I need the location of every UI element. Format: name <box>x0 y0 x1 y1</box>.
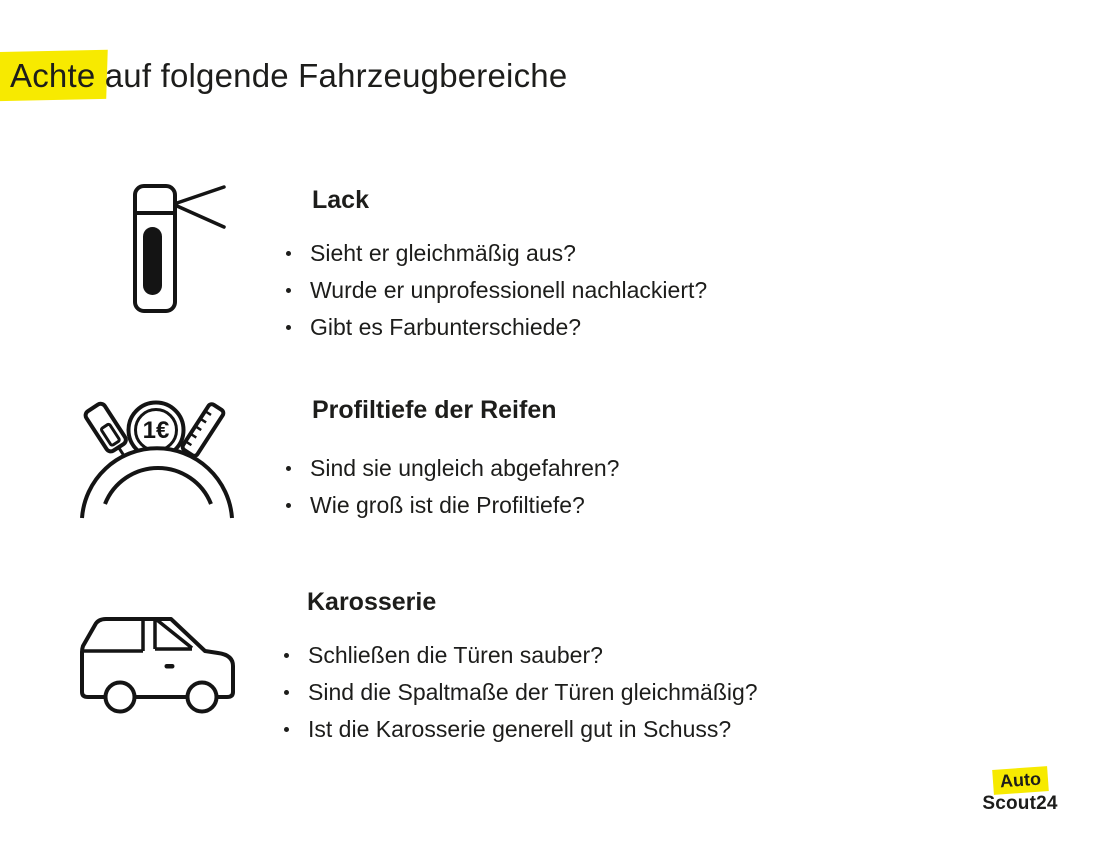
bullet-text: Wie groß ist die Profiltiefe? <box>310 492 585 518</box>
logo-auto-text: Auto <box>998 768 1042 792</box>
bullet-dot <box>286 466 291 471</box>
logo-yellow-box <box>992 766 1049 795</box>
bullet-text: Gibt es Farbunterschiede? <box>310 314 582 340</box>
bullet-text: Sind sie ungleich abgefahren? <box>310 455 620 481</box>
bullet-text: Wurde er unprofessionell nachlackiert? <box>310 277 708 303</box>
list-item <box>281 711 758 748</box>
list-item <box>283 235 707 272</box>
bullet-text: Sieht er gleichmäßig aus? <box>310 240 576 266</box>
bullet-text: Ist die Karosserie generell gut in Schuss? <box>308 716 732 742</box>
list-item <box>283 272 707 309</box>
coin-label: 1€ <box>142 417 170 444</box>
bullet-list-karosserie <box>281 637 758 748</box>
list-item <box>283 487 619 524</box>
section-heading-karosserie: Karosserie <box>307 588 437 616</box>
logo-scout24-text: Scout24 <box>982 793 1058 814</box>
page-title: Achte auf folgende Fahrzeugbereiche <box>10 57 568 94</box>
bullet-text: Schließen die Türen sauber? <box>308 642 603 668</box>
list-item <box>281 674 758 711</box>
bullet-text: Sind die Spaltmaße der Türen gleichmäßig? <box>308 679 758 705</box>
list-item <box>283 450 619 487</box>
bullet-dot <box>286 251 291 256</box>
bullet-dot <box>286 325 291 330</box>
list-item <box>281 637 758 674</box>
section-heading-profiltiefe: Profiltiefe der Reifen <box>312 396 557 424</box>
bullet-list-profiltiefe <box>283 450 619 524</box>
section-heading-lack: Lack <box>312 186 369 214</box>
list-item <box>283 309 707 346</box>
bullet-dot <box>286 288 291 293</box>
car-icon <box>75 608 245 718</box>
spray-can-icon <box>131 182 229 315</box>
bullet-dot <box>286 503 291 508</box>
door-handle <box>165 664 175 669</box>
autoscout24-logo <box>981 768 1059 813</box>
bullet-dot <box>284 690 289 695</box>
tire-tread-depth-icon <box>73 391 238 519</box>
bullet-dot <box>284 727 289 732</box>
bullet-dot <box>284 653 289 658</box>
bullet-list-lack <box>283 235 707 346</box>
